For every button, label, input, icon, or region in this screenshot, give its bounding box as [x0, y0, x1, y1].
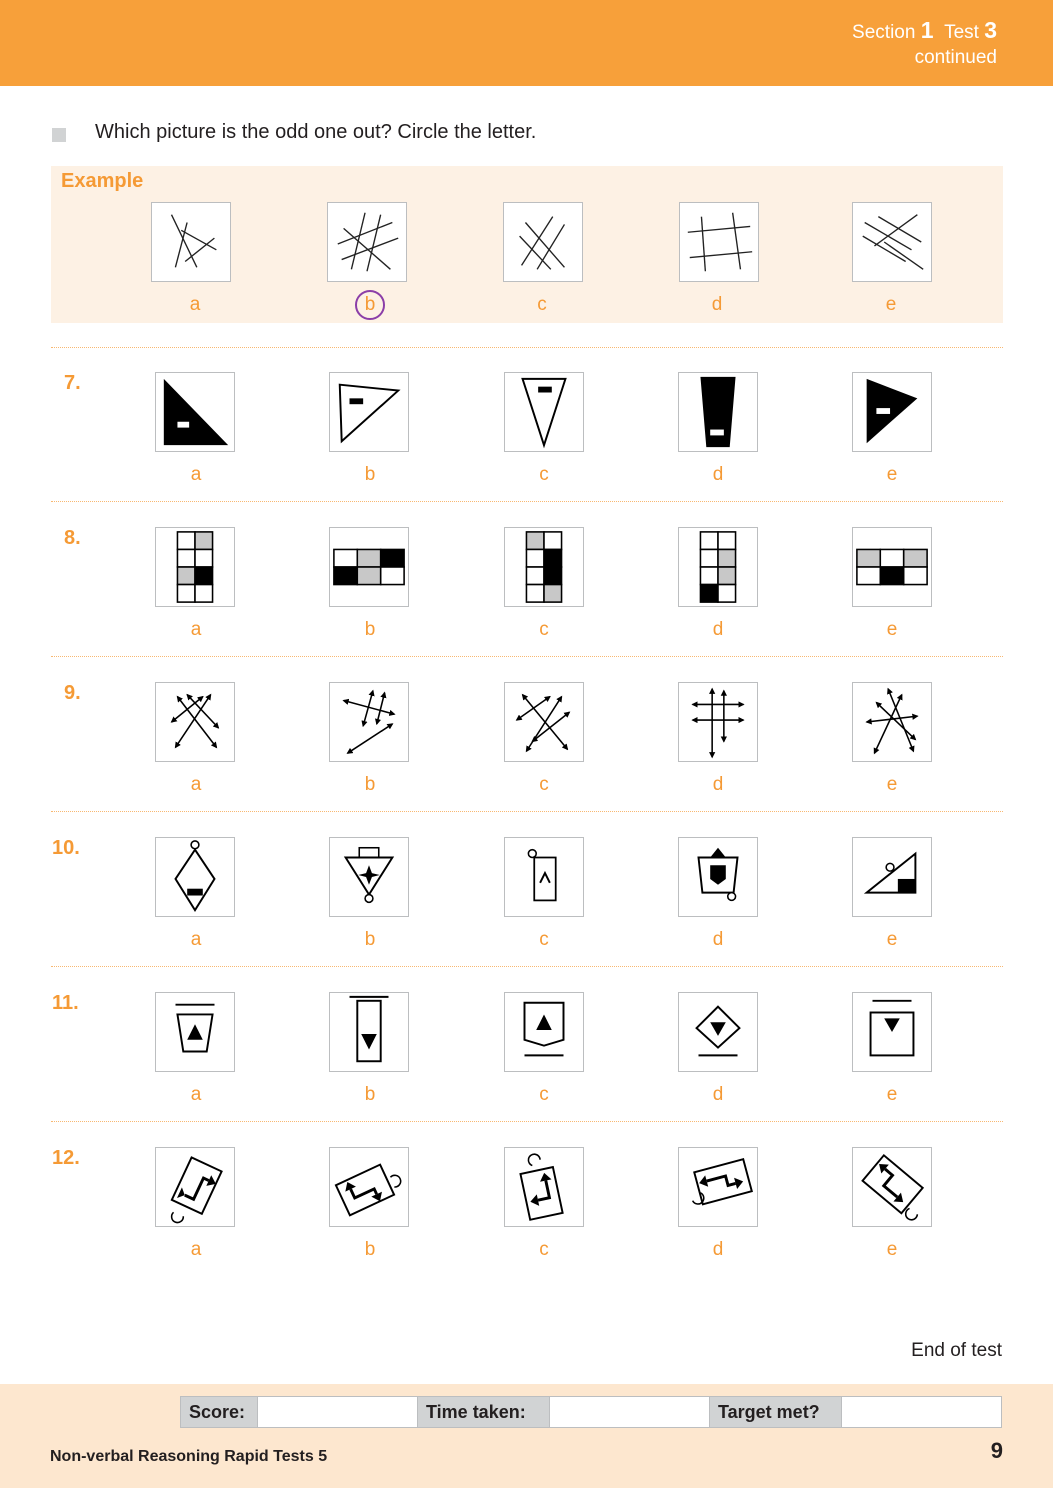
- test-label: Test: [944, 22, 979, 43]
- test-number: 3: [984, 17, 997, 43]
- q11-figure-e[interactable]: [852, 992, 932, 1072]
- section-test-heading: [852, 18, 997, 70]
- q8-option-a[interactable]: a: [190, 619, 202, 640]
- q9-option-b[interactable]: b: [364, 774, 376, 795]
- q10-option-b[interactable]: b: [364, 929, 376, 950]
- q9-option-c[interactable]: c: [539, 774, 549, 795]
- q12-option-e[interactable]: e: [886, 1239, 898, 1260]
- grid-pattern-icon: [330, 528, 408, 606]
- q8-figure-b[interactable]: [329, 527, 409, 607]
- crossed-lines-icon: [328, 203, 406, 281]
- q12-option-b[interactable]: b: [364, 1239, 376, 1260]
- crossed-arrows-icon: [330, 683, 408, 761]
- score-field[interactable]: [258, 1397, 418, 1427]
- question-divider: [51, 811, 1003, 812]
- tilted-card-arrow-icon: [505, 1148, 583, 1226]
- q8-figure-a[interactable]: [155, 527, 235, 607]
- q9-option-d[interactable]: d: [712, 774, 724, 795]
- time-taken-label: Time taken:: [418, 1397, 550, 1427]
- example-figure-a[interactable]: [151, 202, 231, 282]
- q11-option-b[interactable]: b: [364, 1084, 376, 1105]
- score-table: [180, 1396, 1002, 1428]
- tilted-card-arrow-icon: [853, 1148, 931, 1226]
- question-number: 8.: [64, 527, 81, 549]
- q9-figure-e[interactable]: [852, 682, 932, 762]
- q7-option-a[interactable]: a: [190, 464, 202, 485]
- question-number: 7.: [64, 372, 81, 394]
- q7-option-e[interactable]: e: [886, 464, 898, 485]
- q9-option-a[interactable]: a: [190, 774, 202, 795]
- crossed-arrows-icon: [505, 683, 583, 761]
- q9-figure-a[interactable]: [155, 682, 235, 762]
- diamond-shape-icon: [156, 838, 234, 916]
- q10-figure-b[interactable]: [329, 837, 409, 917]
- q11-option-d[interactable]: d: [712, 1084, 724, 1105]
- section-label: Section: [852, 22, 916, 43]
- q7-option-d[interactable]: d: [712, 464, 724, 485]
- tilted-card-arrow-icon: [156, 1148, 234, 1226]
- q11-figure-d[interactable]: [678, 992, 758, 1072]
- q10-figure-e[interactable]: [852, 837, 932, 917]
- q10-figure-a[interactable]: [155, 837, 235, 917]
- time-taken-field[interactable]: [550, 1397, 710, 1427]
- right-triangle-icon: [156, 373, 234, 451]
- diamond-arrow-icon: [679, 993, 757, 1071]
- inverted-triangle-icon: [505, 373, 583, 451]
- q10-option-a[interactable]: a: [190, 929, 202, 950]
- shield-arrow-icon: [505, 993, 583, 1071]
- bucket-arrow-icon: [156, 993, 234, 1071]
- example-figure-e[interactable]: [852, 202, 932, 282]
- grid-pattern-icon: [853, 528, 931, 606]
- q10-option-e[interactable]: e: [886, 929, 898, 950]
- q10-figure-c[interactable]: [504, 837, 584, 917]
- crossed-lines-icon: [853, 203, 931, 281]
- square-arrow-icon: [853, 993, 931, 1071]
- example-figure-c[interactable]: [503, 202, 583, 282]
- crossed-lines-icon: [504, 203, 582, 281]
- example-figure-b[interactable]: [327, 202, 407, 282]
- q9-figure-c[interactable]: [504, 682, 584, 762]
- example-label: Example: [61, 170, 144, 192]
- example-figure-d[interactable]: [679, 202, 759, 282]
- crossed-arrows-icon: [853, 683, 931, 761]
- q12-figure-e[interactable]: [852, 1147, 932, 1227]
- q11-option-a[interactable]: a: [190, 1084, 202, 1105]
- instruction-text: Which picture is the odd one out? Circle the letter.: [95, 121, 537, 143]
- end-of-test-label: End of test: [911, 1340, 1002, 1361]
- q11-figure-c[interactable]: [504, 992, 584, 1072]
- page-number: 9: [990, 1438, 1003, 1463]
- q10-option-d[interactable]: d: [712, 929, 724, 950]
- bullet-square-icon: [52, 128, 66, 142]
- rectangle-chevron-icon: [505, 838, 583, 916]
- example-option-a[interactable]: a: [189, 294, 201, 315]
- q8-option-c[interactable]: c: [539, 619, 549, 640]
- crossed-lines-icon: [152, 203, 230, 281]
- q10-option-c[interactable]: c: [539, 929, 549, 950]
- q9-figure-d[interactable]: [678, 682, 758, 762]
- q8-figure-c[interactable]: [504, 527, 584, 607]
- crossed-arrows-icon: [156, 683, 234, 761]
- q12-option-d[interactable]: d: [712, 1239, 724, 1260]
- example-option-c[interactable]: c: [537, 294, 547, 315]
- question-number: 12.: [52, 1147, 80, 1169]
- bar-arrow-icon: [330, 993, 408, 1071]
- question-divider: [51, 1121, 1003, 1122]
- score-label: Score:: [181, 1397, 258, 1427]
- q12-option-a[interactable]: a: [190, 1239, 202, 1260]
- q7-option-b[interactable]: b: [364, 464, 376, 485]
- q12-figure-d[interactable]: [678, 1147, 758, 1227]
- q8-option-e[interactable]: e: [886, 619, 898, 640]
- example-option-b[interactable]: b: [364, 294, 376, 315]
- q7-figure-e[interactable]: [852, 372, 932, 452]
- question-number: 11.: [52, 992, 79, 1014]
- q12-figure-b[interactable]: [329, 1147, 409, 1227]
- q12-figure-a[interactable]: [155, 1147, 235, 1227]
- example-option-d[interactable]: d: [711, 294, 723, 315]
- q7-figure-c[interactable]: [504, 372, 584, 452]
- question-divider: [51, 656, 1003, 657]
- q11-option-e[interactable]: e: [886, 1084, 898, 1105]
- q11-figure-a[interactable]: [155, 992, 235, 1072]
- crossed-lines-icon: [680, 203, 758, 281]
- question-divider: [51, 347, 1003, 348]
- instruction: [52, 121, 536, 144]
- question-divider: [51, 966, 1003, 967]
- lantern-shape-icon: [679, 838, 757, 916]
- q8-option-b[interactable]: b: [364, 619, 376, 640]
- grid-pattern-icon: [156, 528, 234, 606]
- q8-option-d[interactable]: d: [712, 619, 724, 640]
- answer-circle-mark: [355, 290, 385, 320]
- trapezoid-icon: [679, 373, 757, 451]
- q11-option-c[interactable]: c: [539, 1084, 549, 1105]
- target-met-field[interactable]: [842, 1397, 1001, 1427]
- grid-pattern-icon: [505, 528, 583, 606]
- funnel-shape-icon: [330, 838, 408, 916]
- crossed-arrows-icon: [679, 683, 757, 761]
- ramp-shape-icon: [853, 838, 931, 916]
- q8-figure-e[interactable]: [852, 527, 932, 607]
- q12-option-c[interactable]: c: [539, 1239, 549, 1260]
- q8-figure-d[interactable]: [678, 527, 758, 607]
- q7-option-c[interactable]: c: [539, 464, 549, 485]
- q11-figure-b[interactable]: [329, 992, 409, 1072]
- question-divider: [51, 501, 1003, 502]
- grid-pattern-icon: [679, 528, 757, 606]
- q9-option-e[interactable]: e: [886, 774, 898, 795]
- q7-figure-b[interactable]: [329, 372, 409, 452]
- book-title: Non-verbal Reasoning Rapid Tests 5: [50, 1448, 328, 1465]
- tilted-card-arrow-icon: [330, 1148, 408, 1226]
- target-met-label: Target met?: [710, 1397, 842, 1427]
- wedge-triangle-icon: [853, 373, 931, 451]
- q12-figure-c[interactable]: [504, 1147, 584, 1227]
- section-number: 1: [920, 17, 934, 43]
- q9-figure-b[interactable]: [329, 682, 409, 762]
- triangle-outline-icon: [330, 373, 408, 451]
- example-option-e[interactable]: e: [885, 294, 897, 315]
- q7-figure-d[interactable]: [678, 372, 758, 452]
- continued-label: continued: [914, 47, 997, 68]
- question-number: 10.: [52, 837, 80, 859]
- question-number: 9.: [64, 682, 81, 704]
- q7-figure-a[interactable]: [155, 372, 235, 452]
- q10-figure-d[interactable]: [678, 837, 758, 917]
- tilted-card-arrow-icon: [679, 1148, 757, 1226]
